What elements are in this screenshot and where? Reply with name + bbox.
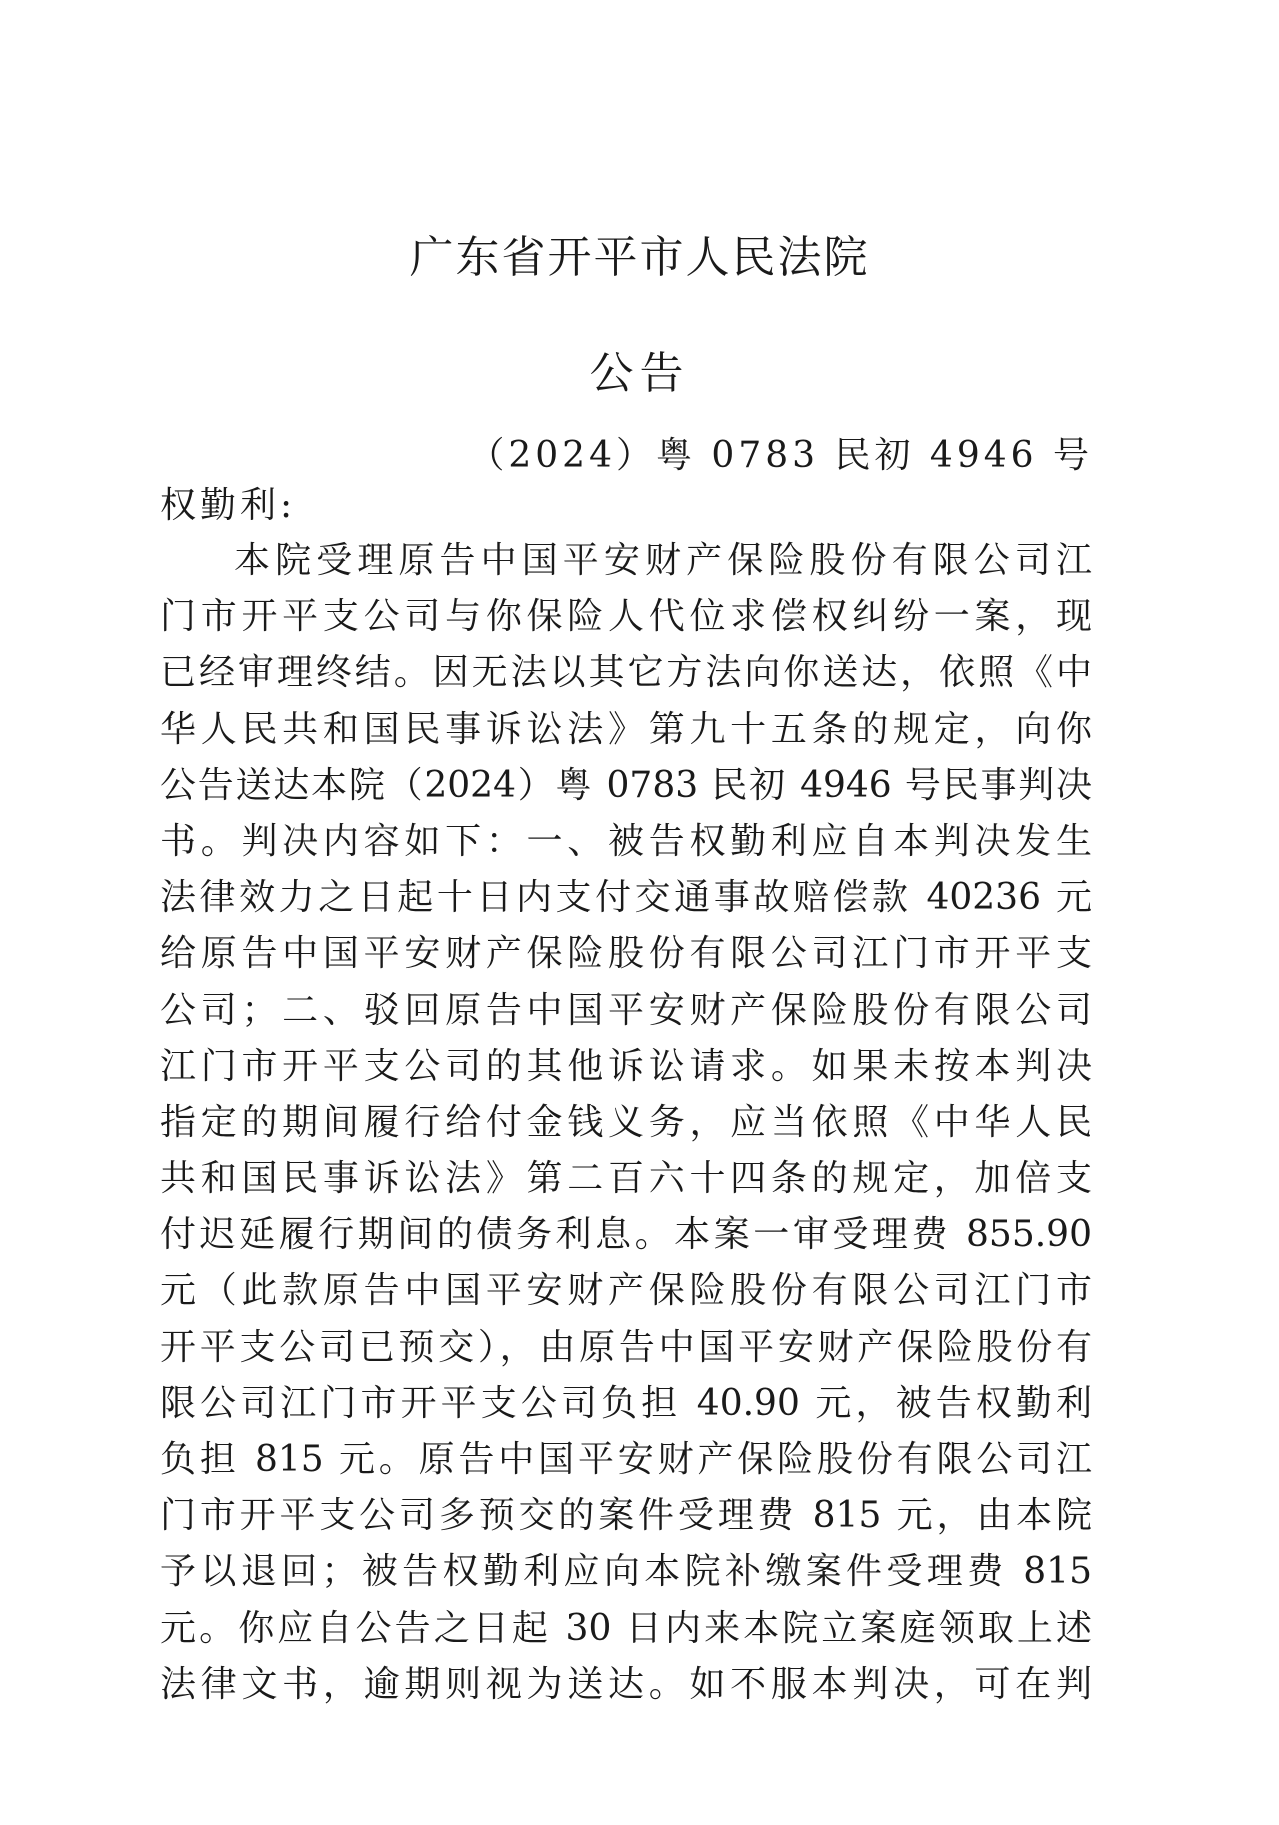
body-line: 付迟延履行期间的债务利息。本案一审受理费 855.90	[160, 1214, 1092, 1256]
body-line: 元（此款原告中国平安财产保险股份有限公司江门市	[160, 1270, 1092, 1312]
body-line: 书。判决内容如下：一、被告权勤利应自本判决发生	[160, 820, 1092, 862]
body-line: 法律文书，逾期则视为送达。如不服本判决，可在判	[160, 1663, 1092, 1705]
body-line: 门市开平支公司多预交的案件受理费 815 元，由本院	[160, 1495, 1092, 1537]
body-line: 限公司江门市开平支公司负担 40.90 元，被告权勤利	[160, 1382, 1092, 1424]
body-line: 华人民共和国民事诉讼法》第九十五条的规定，向你	[160, 708, 1092, 750]
body-line: 法律效力之日起十日内支付交通事故赔偿款 40236 元	[160, 877, 1092, 919]
body-line: 开平支公司已预交），由原告中国平安财产保险股份有	[160, 1326, 1092, 1368]
body-line: 本院受理原告中国平安财产保险股份有限公司江	[234, 540, 1092, 581]
body-line: 门市开平支公司与你保险人代位求偿权纠纷一案，现	[160, 596, 1092, 638]
announcement-body	[160, 533, 1092, 1713]
body-line: 予以退回；被告权勤利应向本院补缴案件受理费 815	[160, 1551, 1092, 1593]
body-line: 公司；二、驳回原告中国平安财产保险股份有限公司	[160, 989, 1092, 1031]
body-line: 负担 815 元。原告中国平安财产保险股份有限公司江	[160, 1439, 1092, 1480]
body-line: 已经审理终结。因无法以其它方法向你送达，依照《中	[160, 652, 1092, 694]
recipient-name: 权勤利:	[160, 485, 297, 526]
body-line: 共和国民事诉讼法》第二百六十四条的规定，加倍支	[160, 1158, 1092, 1200]
court-name: 广东省开平市人民法院	[409, 232, 870, 283]
body-line: 公告送达本院（2024）粤 0783 民初 4946 号民事判决	[160, 764, 1092, 806]
case-number: （2024）粤 0783 民初 4946 号	[468, 435, 1093, 476]
body-line: 给原告中国平安财产保险股份有限公司江门市开平支	[160, 933, 1092, 975]
body-line: 元。你应自公告之日起 30 日内来本院立案庭领取上述	[160, 1607, 1092, 1649]
body-line: 江门市开平支公司的其他诉讼请求。如果未按本判决	[160, 1045, 1092, 1087]
document-type-title: 公告	[589, 348, 690, 399]
body-line: 指定的期间履行给付金钱义务，应当依照《中华人民	[160, 1101, 1092, 1143]
